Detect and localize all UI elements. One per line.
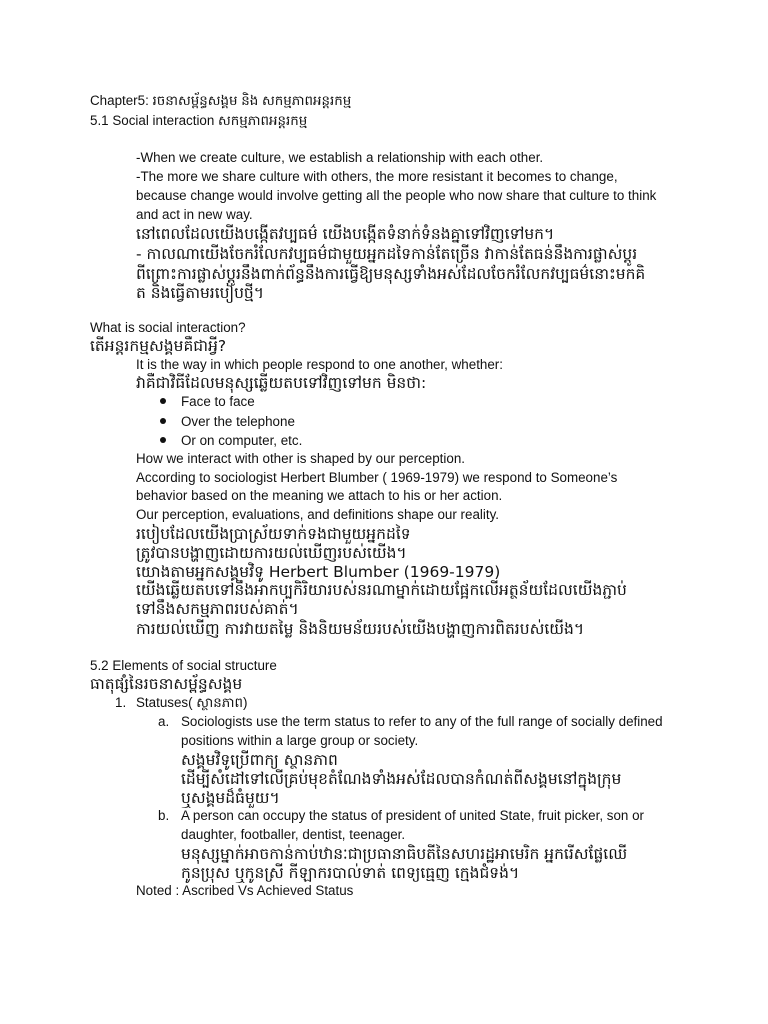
bullet-dot xyxy=(160,437,166,443)
bullet-dot xyxy=(160,418,166,424)
item-b-line: A person can occupy the status of president of united State, fruit picker, son or xyxy=(181,808,644,823)
question-heading: What is social interaction? xyxy=(90,320,246,335)
section-5-1-text-line: because change would involve getting all the people who now share that culture to think xyxy=(136,188,657,203)
bullet-item: Over the telephone xyxy=(181,414,295,429)
paragraph-line: According to sociologist Herbert Blumber ( 1969-1979) we respond to Someone’s xyxy=(136,470,618,485)
paragraph-khmer-line: យោងតាមអ្នកសង្គមវិទូ Herbert Blumber (1969-1979) xyxy=(136,563,501,581)
item-b-line: daughter, footballer, dentist, teenager. xyxy=(181,827,406,842)
list-letter: b. xyxy=(158,808,170,823)
paragraph-khmer-line: ត្រូវបានបង្ហាញដោយការយល់ឃើញរបស់យើង។ xyxy=(136,544,407,562)
chapter-title: Chapter5: រចនាសម្ព័ន្ធសង្គម និង សកម្មភាពអន្តរកម្ម xyxy=(90,93,352,108)
item-a-khmer-line: សង្គមវិទូប្រើពាក្យ ស្ថានភាព xyxy=(181,751,338,769)
list-letter: a. xyxy=(158,714,170,729)
section-5-1-khmer-line: នៅពេលដែលយើងបង្កើតវប្បធម៌ យើងបង្កើតទំនាក់ទំនងគ្នាទៅវិញទៅមក។ xyxy=(136,225,555,243)
paragraph-khmer-line: យើងឆ្លើយតបទៅនឹងអាកប្បកិរិយារបស់នរណាម្នាក់ដោយផ្អែកលើអត្ថន័យដែលយើងភ្ជាប់ xyxy=(136,581,627,599)
paragraph-khmer-line: របៀបដែលយើងប្រាស្រ័យទាក់ទងជាមួយអ្នកដទៃ xyxy=(136,525,411,543)
item-a-line: positions within a large group or society. xyxy=(181,733,419,748)
list-number: 1. xyxy=(115,695,127,710)
paragraph-line: Our perception, evaluations, and definitions shape our reality. xyxy=(136,507,500,522)
section-5-1-khmer-line: ពីព្រោះការផ្លាស់ប្តូរនឹងពាក់ព័ន្ធនឹងការធ្វើឱ្យមនុស្សទាំងអស់ដែលចែករំលែកវប្បធម៌នោះមកគិ xyxy=(136,265,646,283)
paragraph-line: How we interact with other is shaped by our perception. xyxy=(136,451,465,466)
paragraph-line: behavior based on the meaning we attach to his or her action. xyxy=(136,488,503,503)
bullet-item: Or on computer, etc. xyxy=(181,433,303,448)
item-a-line: Sociologists use the term status to refer to any of the full range of socially defined xyxy=(181,714,663,729)
statuses-item: Statuses( ស្ថានភាព) xyxy=(136,695,248,710)
section-5-1-khmer-line: ត និងធ្វើតាមរបៀបថ្មី។ xyxy=(136,284,264,302)
section-5-1-text-line: -When we create culture, we establish a relationship with each other. xyxy=(136,150,544,165)
bullet-dot xyxy=(160,398,166,404)
section-5-2-heading: 5.2 Elements of social structure xyxy=(90,658,277,673)
paragraph-khmer-line: ការយល់ឃើញ ការវាយតម្លៃ និងនិយមន័យរបស់យើងបង្ហាញការពិតរបស់យើង។ xyxy=(136,620,585,638)
section-5-2-heading-khmer: ធាតុផ្សំនៃរចនាសម្ព័ន្ធសង្គម xyxy=(90,675,243,693)
paragraph-khmer-line: ទៅនឹងសកម្មភាពរបស់គាត់។ xyxy=(136,600,299,618)
section-5-1-khmer-line: - កាលណាយើងចែករំលែកវប្បធម៌ជាមួយអ្នកដទៃកាន់តែច្រើន វាកាន់តែធន់នឹងការផ្លាស់ប្តូរ xyxy=(136,245,638,263)
bullet-item: Face to face xyxy=(181,394,255,409)
section-5-1-text-line: -The more we share culture with others, the more resistant it becomes to change, xyxy=(136,169,618,184)
item-b-khmer-line: មនុស្សម្នាក់អាចកាន់កាប់ឋានៈជាប្រធានាធិបតីនៃសហរដ្ឋអាមេរិក អ្នករើសផ្លែឈើ xyxy=(181,845,628,863)
item-a-khmer-line: ឬសង្គមដ៏ធំមួយ។ xyxy=(181,789,280,807)
question-heading-khmer: តើអន្តរកម្មសង្គមគឺជាអ្វី? xyxy=(90,337,227,355)
section-5-1-text-line: and act in new way. xyxy=(136,207,253,222)
noted-text: Noted : Ascribed Vs Achieved Status xyxy=(136,883,354,898)
definition-text: It is the way in which people respond to one another, whether: xyxy=(136,357,503,372)
item-a-khmer-line: ដើម្បីសំដៅទៅលើគ្រប់មុខតំណែងទាំងអស់ដែលបានកំណត់ពីសង្គមនៅក្នុងក្រុម xyxy=(181,770,622,788)
item-b-khmer-line: កូនប្រុស ឬកូនស្រី កីឡាករបាល់ទាត់ ពេទ្យធ្មេញ ក្មេងជំទង់។ xyxy=(181,864,520,882)
section-5-1-heading: 5.1 Social interaction សកម្មភាពអន្តរកម្ម xyxy=(90,113,308,128)
definition-text-khmer: វាគឺជាវិធីដែលមនុស្សឆ្លើយតបទៅវិញទៅមក មិនថា: xyxy=(136,374,427,392)
